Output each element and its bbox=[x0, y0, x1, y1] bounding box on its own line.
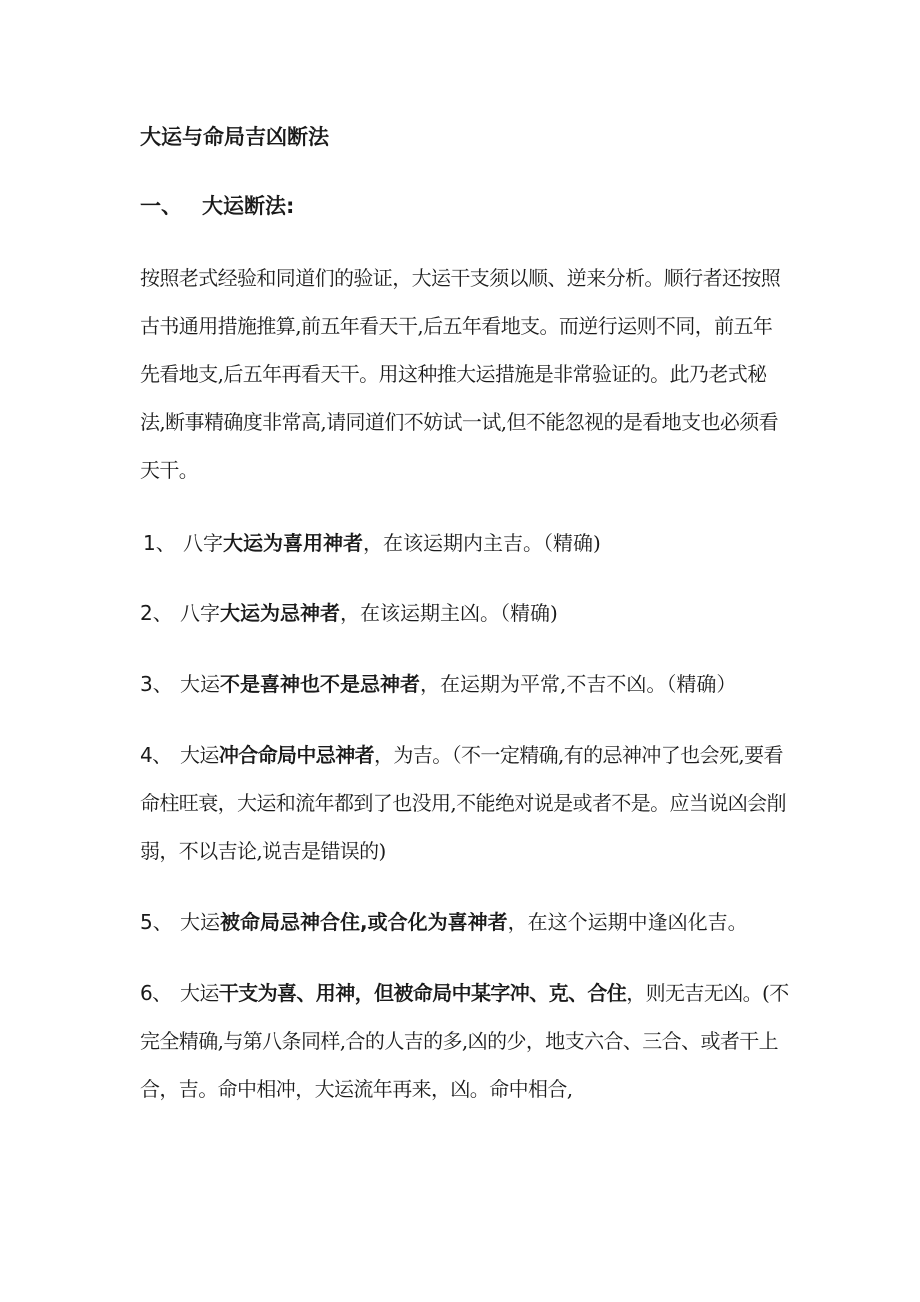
section-heading bbox=[140, 189, 294, 223]
list-item-prefix: 大运 bbox=[180, 910, 220, 934]
list-item bbox=[140, 969, 790, 1113]
section-label: 大运断法: bbox=[202, 194, 295, 218]
list-item-number: 4、 bbox=[140, 743, 172, 767]
list-item-number: 1、 bbox=[143, 531, 176, 555]
list-item-emphasis: 被命局忌神合住,或合化为喜神者 bbox=[220, 910, 508, 934]
list-item-prefix: 八字 bbox=[183, 531, 223, 555]
list-item-prefix: 大运 bbox=[180, 981, 219, 1005]
list-item bbox=[140, 660, 790, 708]
list-item-text: ，则无吉无凶。(不完全精确,与第八条同样,合的人吉的多,凶的少，地支六合、三合、或者干上合，吉。命中相冲，大运流年再来，凶。命中相合, bbox=[140, 981, 789, 1101]
list-item-emphasis: 不是喜神也不是忌神者 bbox=[220, 672, 420, 696]
list-item-emphasis: 大运为忌神者 bbox=[220, 601, 340, 625]
list-item bbox=[140, 731, 790, 875]
list-item-text: ，在这个运期中逢凶化吉。 bbox=[507, 910, 748, 934]
section-number: 一、 bbox=[140, 194, 182, 218]
list-item bbox=[143, 519, 793, 567]
list-item-emphasis: 大运为喜用神者 bbox=[223, 531, 363, 555]
list-item-number: 6、 bbox=[140, 981, 172, 1005]
list-item-text: ，在该运期主凶。（精确) bbox=[340, 601, 558, 625]
list-item bbox=[140, 898, 790, 946]
list-item-number: 2、 bbox=[140, 601, 173, 625]
document-title: 大运与命局吉凶断法 bbox=[140, 125, 329, 149]
list-item-number: 5、 bbox=[140, 910, 173, 934]
intro-paragraph: 按照老式经验和同道们的验证，大运干支须以顺、逆来分析。顺行者还按照古书通用措施推算,前五年看天干,后五年看地支。而逆行运则不同，前五年先看地支,后五年再看天干。用这种推大运措施是非常验证的。此乃老式秘法,断事精确度非常高,请同道们不妨试一试,但不能忽视的是看地支也必须看天干。 bbox=[140, 266, 781, 482]
list-item-prefix: 大运 bbox=[180, 672, 220, 696]
list-item-emphasis: 冲合命局中忌神者 bbox=[218, 743, 375, 767]
list-item-emphasis: 干支为喜、用神，但被命局中某字冲、克、合住 bbox=[218, 981, 627, 1005]
list-item-prefix: 大运 bbox=[180, 743, 219, 767]
list-item-text: ，为吉。（不一定精确,有的忌神冲了也会死,要看命柱旺衰，大运和流年都到了也没用,不能绝对说是或者不是。应当说凶会削弱，不以吉论,说吉是错误的) bbox=[140, 743, 786, 863]
list-item-text: ，在该运期内主吉。（精确) bbox=[363, 531, 601, 555]
list-item-text: ，在运期为平常,不吉不凶。（精确） bbox=[420, 672, 737, 696]
list-item bbox=[140, 589, 790, 637]
list-item-number: 3、 bbox=[140, 672, 173, 696]
list-item-prefix: 八字 bbox=[180, 601, 220, 625]
